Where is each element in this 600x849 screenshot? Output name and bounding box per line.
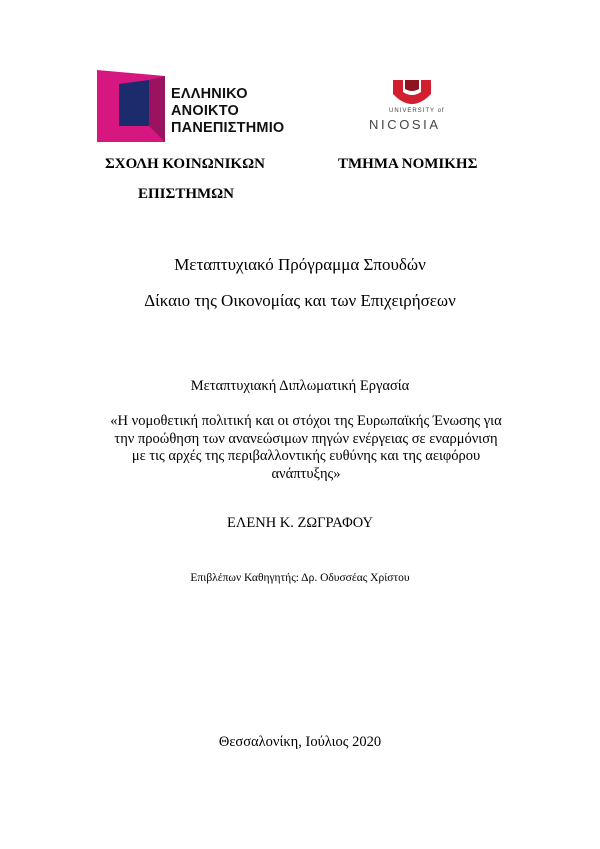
thesis-title-line-1: «Η νομοθετική πολιτική και οι στόχοι της Ευρωπαϊκής Ένωσης για [110, 413, 502, 429]
unic-emblem-icon [391, 80, 433, 108]
eap-logo-line-2: ΑΝΟΙΚΤΟ [171, 103, 239, 119]
school-name-line-1: ΣΧΟΛΗ ΚΟΙΝΩΝΙΚΩΝ [105, 156, 265, 172]
eap-logo-line-3: ΠΑΝΕΠΙΣΤΗΜΙΟ [171, 120, 285, 136]
eap-logo-line-1: ΕΛΛΗΝΙΚΟ [171, 86, 248, 102]
program-subtitle: Δίκαιο της Οικονομίας και των Επιχειρήσεων [144, 291, 456, 310]
place-and-date: Θεσσαλονίκη, Ιούλιος 2020 [218, 734, 382, 750]
unic-logo [364, 80, 460, 136]
thesis-title [100, 413, 512, 483]
program-title: Μεταπτυχιακό Πρόγραμμα Σπουδών [174, 255, 426, 274]
unic-university-of-text: UNIVERSITY of [389, 108, 445, 114]
department-name: ΤΜΗΜΑ ΝΟΜΙΚΗΣ [338, 156, 478, 172]
school-name-line-2: ΕΠΙΣΤΗΜΩΝ [138, 186, 234, 202]
thesis-title-line-2: την προώθηση των ανανεώσιμων πηγών ενέργειας σε εναρμόνιση [114, 430, 498, 447]
thesis-title-line-4: ανάπτυξης» [271, 465, 341, 482]
thesis-type: Μεταπτυχιακή Διπλωματική Εργασία [190, 378, 410, 394]
unic-nicosia-text: NICOSIA [369, 117, 441, 132]
thesis-supervisor: Επιβλέπων Καθηγητής: Δρ. Οδυσσέας Χρίστου [190, 572, 410, 584]
eap-emblem-icon [97, 70, 167, 142]
thesis-author: ΕΛΕΝΗ Κ. ΖΩΓΡΑΦΟΥ [227, 515, 373, 531]
eap-logo [97, 70, 287, 142]
thesis-title-line-3: με τις αρχές της περιβαλλοντικής ευθύνης και της αειφόρου [131, 448, 481, 464]
